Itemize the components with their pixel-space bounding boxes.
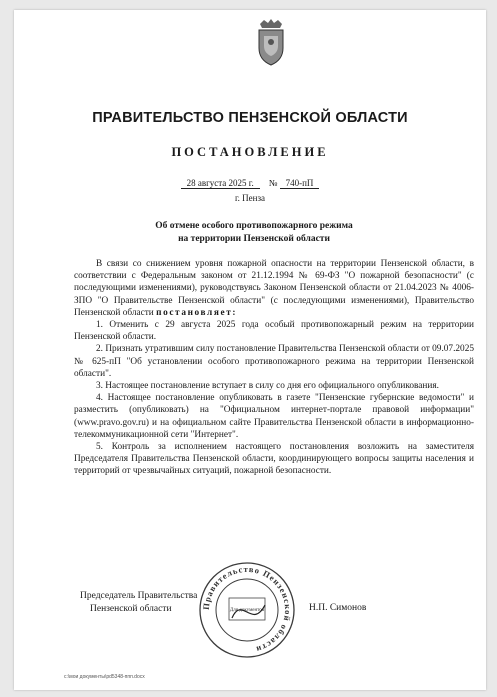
document-subject	[114, 220, 394, 246]
item-paragraph: 5. Контроль за исполнением настоящего постановления возложить на заместителя Председателя Правительства Пензенской области, координирующего вопросы защиты населения и территорий от чрезвычайных ситуаций, пожарной безопасности.	[74, 442, 474, 477]
government-title: ПРАВИТЕЛЬСТВО ПЕНЗЕНСКОЙ ОБЛАСТИ	[92, 110, 408, 126]
document-date: 28 августа 2025 г.	[181, 178, 260, 189]
city: г. Пенза	[234, 193, 266, 203]
document-type: ПОСТАНОВЛЕНИЕ	[171, 145, 329, 159]
subject-line-1: Об отмене особого противопожарного режима	[155, 221, 353, 231]
item-paragraph: 2. Признать утратившим силу постановление Правительства Пензенской области от 09.07.2025 № 625-пП "Об установлении особого противопожарного режима на территории Пензенской области".	[74, 344, 474, 379]
signer-name: Н.П. Симонов	[309, 603, 367, 613]
signer-title-line-1: Председатель Правительства	[80, 591, 198, 601]
signature-block	[14, 560, 486, 660]
number-sign: №	[268, 178, 278, 188]
coat-of-arms-icon	[254, 18, 288, 68]
preamble-paragraph	[74, 258, 474, 319]
item-paragraph: 1. Отменить с 29 августа 2025 года особый противопожарный режим на территории Пензенской области.	[74, 320, 474, 343]
subject-line-2: на территории Пензенской области	[178, 234, 330, 244]
seal-center-text: Для документов	[229, 608, 265, 613]
signer-title	[80, 590, 197, 616]
document-page	[14, 10, 486, 690]
resolves-word: постановляет:	[156, 307, 238, 318]
item-paragraph: 3. Настоящее постановление вступает в силу со дня его официального опубликования.	[96, 381, 439, 392]
official-seal	[197, 560, 297, 660]
seal-ring-text: Правительство Пензенской области	[200, 563, 294, 655]
document-body	[74, 258, 474, 478]
file-path: c:\мои документы\pd5348-ппп.docx	[64, 674, 145, 680]
preamble-text: В связи со снижением уровня пожарной опасности на территории Пензенской области, в соответствии с Федеральным законом от 21.12.1994 № 69-ФЗ "О пожарной безопасности" (с последующими изменениями), руководствуясь Законом Пензенской области от 21.04.2023 № 4006-ЗПО "О Правительстве Пензенской области" (с последующими изменениями), Правительство Пензенской области	[74, 259, 474, 318]
date-number-line	[14, 178, 486, 188]
document-number: 740-пП	[280, 178, 320, 189]
item-paragraph: 4. Настоящее постановление опубликовать в газете "Пензенские губернские ведомости" и разместить (опубликовать) на "Официальном интернет-портале правовой информации" (www.pravo.gov.ru) и на официальном сайте Правительства Пензенской области в информационно-телекоммуникационной сети "Интернет".	[74, 393, 474, 440]
signer-title-line-2: Пензенской области	[90, 604, 172, 614]
